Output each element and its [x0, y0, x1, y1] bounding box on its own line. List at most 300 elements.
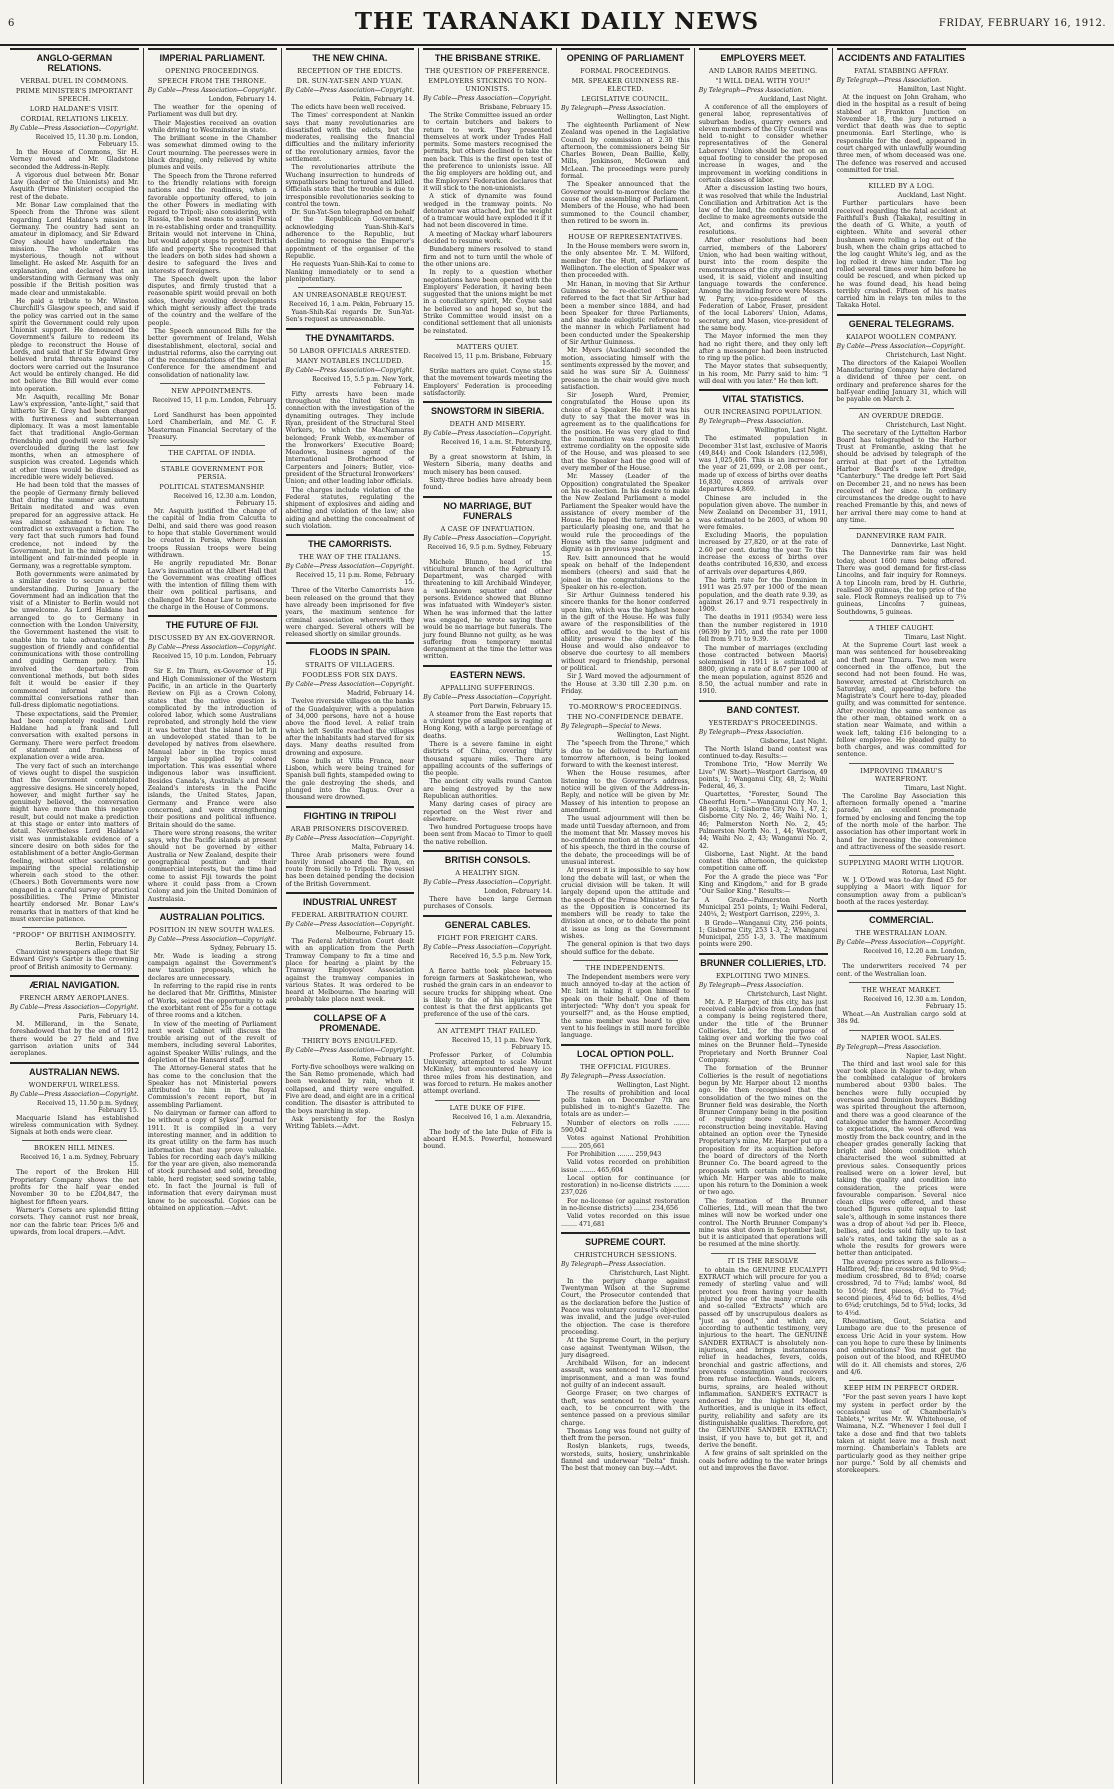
article-byline: By Telegraph—Press Association. — [836, 1043, 942, 1051]
article — [837, 314, 967, 404]
article-subheading: THE WHEAT MARKET. — [861, 985, 942, 994]
article — [286, 1008, 415, 1131]
article-subheading: MANY NOTABLES INCLUDED. — [296, 356, 404, 365]
article-subheading: IT IS THE RESOLVE — [727, 1256, 799, 1265]
article-dateline: Rotorua, Last Night. — [901, 869, 967, 877]
article-paragraph: In the perjury charge against Twentyman Wilson at the Supreme Court, the Prosecutor contended that as the declaration before the Justice of Peace was voluntary counsel's objection was invalid, and the judge over-ruled the objection. The case is therefore proceeding. — [561, 1277, 690, 1336]
article-paragraph: The usual adjournment will then be made until Tuesday afternoon, and from the moment that Mr. Massey moves his no-confidence motion at the conclusion of his speech, the third in the course of the debate, the proceedings will be of unusual interest. — [561, 815, 690, 867]
article-dateline: Wellington, Last Night. — [617, 114, 690, 121]
article — [10, 1140, 139, 1236]
article-subheading: AND LABOR RAIDS MEETING. — [708, 67, 818, 75]
article — [148, 461, 277, 611]
article-dateline: Napier, Last Night. — [906, 1052, 967, 1060]
article-paragraph: Warner's Corsets are splendid fitting corsets. They cannot rust nor break, nor can the fabric tear. Prices 5/6 and upwards, from local drapers.—Advt. — [10, 1206, 139, 1236]
article-paragraph: The Dannevirke ram fair was held today, about 1600 rams being offered. There was good demand for first-class Lincolns, and fair inquiry for Romneys. A top Lincoln ram, bred by H. Guthrie, realised 30 guineas, the top price of the sale. Flock Romneys realised up to 7¼ guineas, Lincolns 7 guineas, Southdowns, 5 guineas. — [836, 550, 967, 616]
article-paragraph: No dairyman or farmer can afford to be without a copy of Sykes' Journal for 1911. It is compiled in a very interesting manner, and in addition to its great utility on the farm has much information that may prove valuable. Tables for recording each day's milking for the year are given, also memoranda of stock purchased and sold, breeding table, herd register, seed sowing table, etc. In fact the Journal is full of information that every dairyman must know to be successful. Copies can be obtained on application.—Advt. — [147, 1110, 277, 1212]
article-subheading: CORDIAL RELATIONS LIKELY. — [20, 115, 129, 123]
article-dateline: Sydney, February 15. — [210, 944, 277, 952]
article-dateline: Melbourne, February 15. — [335, 930, 415, 938]
article-dateline: London, February 14. — [484, 888, 552, 896]
article-dateline: Timaru, Last Night. — [904, 634, 967, 642]
article-byline: By Cable—Press Association—Copyright. — [285, 366, 415, 374]
column — [833, 48, 971, 1784]
article-paragraph: The formation of the Brunner Collieries, Ltd., will mean that the two mines will now be worked under one control. The North Brunner Company's mine was shut down in September last, but it is anticipated that operations will be resumed at the mine shortly. — [698, 1197, 828, 1249]
article-headline: BRITISH CONSOLS. — [423, 850, 552, 867]
article-paragraph: The directors of the Kaiapoi Woollen Manufacturing Company have declared a dividend of three per cent. on ordinary and preference shares for the half-year ending January 31, which will be payable on March 2. — [836, 359, 967, 404]
article-paragraph: Bundaberg miners resolved to stand firm and not to turn until the whole of the other unions are. — [423, 246, 552, 268]
article-dateline: Received 16, 1 a.m. St. Petersburg, February 15. — [441, 439, 552, 454]
section-rule — [435, 1100, 540, 1101]
article-dateline: Wellington, Last Night. — [617, 1081, 690, 1089]
article — [286, 328, 415, 531]
article-paragraph: Mr. Massey (Leader of the Opposition) congratulated the Speaker on his re-election. In his desire to make the New Zealand Parliament a model Parliament the Speaker would have the assistance of every member of the House. He hoped the term would be a particularly pleasing one, and that he would rule the proceedings of the House with the same judgment and dignity as in previous years. — [561, 473, 690, 554]
article-paragraph: After a discussion lasting two hours, it was resolved that while the Industrial Conciliation and Arbitration Act is the law of the land, the conference would decline to make agreements outside the Act, and confirms its previous resolutions. — [698, 185, 828, 237]
article-subheading: OPENING PROCEEDINGS. — [165, 67, 259, 75]
column — [557, 48, 695, 1784]
article-paragraph: A steamer from the East reports that a virulent type of smallpox is raging at Hong Kong, with a large percentage of deaths. — [423, 710, 552, 740]
article — [10, 48, 139, 923]
article — [148, 615, 277, 903]
article-paragraph: Macquarie Island has established wireless communication with Sydney. Signals at both ends were clear. — [10, 1114, 139, 1137]
article-paragraph: Mr. Myers (Auckland) seconded the motion, associating himself with the sentiments expressed by the mover, and said he was sure Sir A. Guinness' presence in the chair would give much satisfaction. — [561, 347, 690, 391]
article-paragraph: There were strong reasons, the writer says, why the Pacific islands at present should not be governed by either Australia or New Zealand, despite their geographical position and their commercial interests, but the time had come to assist Fiji towards the point where it could pass from a Crown Colony and join the United Dominion of Australasia. — [147, 829, 277, 903]
article-subheading: THE WAY OF THE ITALIANS. — [298, 553, 402, 562]
article-subheading: DR. SUN-YAT-SEN AND YUAN. — [296, 77, 404, 85]
section-rule — [849, 763, 955, 764]
article-subheading: SUPPLYING MAORI WITH LIQUOR. — [838, 859, 965, 868]
article-paragraph: M. Millerand, in the Senate, foreshadowed that by the end of 1912 there would be 27 field and five garrison aviation units of 344 aeroplanes. — [10, 1021, 139, 1058]
article-headline: GENERAL CABLES. — [423, 915, 552, 932]
section-rule — [573, 229, 678, 230]
article-headline: THE DYNAMITARDS. — [286, 328, 415, 345]
article-paragraph: The Attorney-General states that he has come to the conclusion that the Speaker has not Ministerial powers attributed to him in the Royal Commission's recent report, but in assembling Parliament. — [147, 1065, 277, 1109]
article — [423, 850, 552, 911]
section-rule — [849, 855, 955, 856]
article-byline: By Cable—Press Association—Copyright. — [423, 430, 552, 438]
article — [837, 1380, 967, 1474]
article-headline: EASTERN NEWS. — [423, 665, 552, 682]
article-paragraph: Further particulars have been received regarding the fatal accident at Faithfull's Bush (Takaka), resulting in the death of G. White, a youth of eighteen. White and several other bushmen were rolling a log out of the bush, when the chain grips attached to the log caught White's leg, and as the log rolled it drew him under. The log rolled several times over him before he could be rescued, and when picked up he was found dead, his head being terribly crushed. Fifteen of his mates carried him in relays ten miles to the Takaka Hotel. — [836, 200, 967, 310]
article-paragraph: After other resolutions had been carried, members of the Laborers' Union, who had been waiting without, burst into the room despite the remonstrances of the city engineer, and used, it is said, violent and insulting language towards the conference. Among the invading force were Messrs. W. Parry, vice-president of the Federation of Labor, Fraser, president of the local Laborers' Union, Adams, secretary, and Mason, vice-president of the same body. — [698, 237, 828, 332]
article-paragraph: The charges include violation of the Federal statutes, regulating the shipment of explosives and aiding and abetting and violation of the law; also aiding and abetting the concealment of such violation. — [285, 486, 415, 531]
article-paragraph: The Caroline Bay Association this afternoon formally opened a "marine parade," an excellent promenade formed by enclosing and fencing the top of the north mole of the harbor. The association has other important work in hand for increasing the convenience and attractiveness of the seaside resort. — [836, 792, 967, 851]
article-paragraph: Trombone Trio, "How Merrily We Live" (W. Short)—Westport Garrison, 49 points, 1; Wanganui City, 48, 2; Waihi Federal, 46, 3. — [698, 761, 828, 791]
article-byline: By Cable—Press Association—Copyright. — [285, 563, 415, 571]
article-headline: FLOODS IN SPAIN. — [286, 642, 415, 659]
page-number: 6 — [8, 18, 15, 29]
article-paragraph: For Prohibition ........ 259,943 — [567, 1150, 662, 1158]
article-paragraph: Sir E. Im Thurn, ex-Governor of Fiji and High Commissioner of the Western Pacific, in an article in the Quarterly Review on Fiji as a Crown Colony, states that the native question is complicated by the introduction of colored labor, which some Australians reprobated, and strongly held the view it was better that the island be left in an undeveloped stated than to be developed by natives from elsewhere. Manual labor in the tropics must largely be supplied by colored importation. This was essential where indigenous labor was insufficient. Besides Canada's, Australia's and New Zealand's interests in the Pacific islands, the United States, Japan, Germany and France were also concerned, and were strengthening their positions and political influence. Britain should do the same. — [147, 668, 277, 829]
article-paragraph: At present it is impossible to say how long the debate will last, or when the crucial division will be taken. It will largely depend upon the attitude and the speech of the Prime Minister. So far as the Opposition is concerned its members will be ready to take the division at once, or to debate the point at issue as long as the Government wishes. — [561, 867, 690, 940]
article-subheading: FOODLESS FOR SIX DAYS. — [302, 671, 398, 680]
article — [423, 1100, 552, 1151]
article-subheading: DISCUSSED BY AN EX-GOVERNOR. — [148, 634, 276, 643]
article-paragraph: Number of electors on rolls ........ 590,042 — [561, 1119, 690, 1135]
article — [699, 48, 828, 385]
article-subheading: FATAL STABBING AFFRAY. — [854, 67, 949, 75]
article-byline: By Telegraph—Press Association. — [698, 728, 804, 736]
article-headline: COLLAPSE OF A PROMENADE. — [286, 1008, 415, 1035]
article-headline: BAND CONTEST. — [699, 700, 828, 717]
article-paragraph: Many daring cases of piracy are reported on the West river and elsewhere. — [423, 801, 552, 823]
article-paragraph: The brilliant scene in the Chamber was somewhat dimmed owing to the Court mourning. The peeresses were in black draping, only relieved by white plumes and veils. — [147, 135, 277, 172]
article-paragraph: The report of the Broken Hill Proprietary Company shows the net profits for the half year ended November 30 to be £204,847, the highest for fifteen years. — [10, 1169, 139, 1206]
article — [699, 700, 828, 949]
article-subheading: DANNEVIRKE RAM FAIR. — [856, 532, 947, 541]
article — [837, 528, 967, 616]
article-paragraph: The Independent members were very much annoyed to-day at the action of Mr. Isitt in taking it upon himself to speak on their behalf. One of them interjected: "Why don't you speak for yourself?" and, as the House emptied, the same member was heard to give vent to his feelings in still more forcible language. — [561, 973, 690, 1040]
article-subheading: NEW APPOINTMENTS. — [171, 386, 253, 395]
article-dateline: Received 16, 1 a.m. Alexandria, February 15. — [452, 1113, 552, 1128]
article-byline: By Cable—Press Association—Copyright. — [423, 879, 552, 887]
article-paragraph: Michele Blunno, head of the viticultural branch of the Agricultural Department, was charged with threatening to kill Archibald Windeyer, a well-known squatter and other persons. Evidence showed that Blunno was infatuated with Windeyer's sister. When he was informed that the latter was engaged, he wrote saying there would be no marriage but funerals. The jury found Blunno not guilty, as he was suffering from temporary mental derangement at the time the letter was written. — [423, 558, 552, 661]
article-subheading: STRAITS OF VILLAGERS. — [305, 661, 395, 670]
article-paragraph: The ancient city walls round Canton are being destroyed by the new Republican authorities. — [423, 778, 552, 800]
section-rule — [849, 982, 955, 983]
section-rule — [849, 1380, 955, 1381]
article-paragraph: For the A grade the piece was "For King and Kingdom," and for B grade "Our Sailor King." Results:— — [698, 873, 828, 896]
article-paragraph: Local option for continuance (or restoration) in no-license districts ........ 237,026 — [561, 1174, 690, 1197]
article-dateline: Received 16, 5.5 p.m. New York, February 15. — [449, 952, 552, 967]
article-paragraph: The general opinion is that two days should suffice for the debate. — [561, 941, 690, 956]
article — [423, 339, 552, 397]
article-dateline: Hamilton, Last Night. — [897, 86, 967, 93]
article-subheading: POLITICAL STATESMANSHIP. — [159, 483, 265, 492]
article-subheading: THE INDEPENDENTS. — [585, 963, 666, 972]
article — [837, 763, 967, 851]
section-rule — [849, 528, 955, 529]
article-byline: By Cable—Press Association—Copyright. — [147, 87, 277, 94]
article — [286, 287, 415, 324]
article-subheading: DEATH AND MISERY. — [449, 420, 526, 429]
article-byline: By Cable—Press Association—Copyright. — [285, 87, 415, 94]
article-paragraph: In the House members were sworn in, the only absentee Mr. T. M. Wilford, member for the Hutt, and Mayor of Wellington. The election of Speaker was then proceeded with. — [561, 243, 690, 280]
article — [148, 383, 277, 441]
column — [695, 48, 833, 1784]
article-headline: SUPREME COURT. — [561, 1232, 690, 1249]
article-subheading: IMPROVING TIMARU'S WATERFRONT. — [860, 766, 943, 783]
article-headline: THE FUTURE OF FIJI. — [148, 615, 277, 632]
article — [10, 1062, 139, 1137]
article-dateline: Berlin, February 14. — [75, 941, 139, 949]
article-subheading: "PROOF" OF BRITISH ANIMOSITY. — [12, 931, 137, 940]
article-dateline: Received 16, 1 a.m. Sydney, February 15. — [20, 1154, 139, 1169]
article-paragraph: The Strike Committee issued an order to certain butchers and bakers to return to work. They presented themselves at work under Trades Hall permits. Some masters recognised the permits, but others declined to take the men back. This is the first open test of the preference to unionists issue. All the big employers are holding out, and the Employers' Federation declares that it will stick to the non-unionists. — [423, 112, 552, 192]
article-headline: AUSTRALIAN POLITICS. — [148, 907, 277, 924]
article-paragraph: Fifty arrests have been made throughout the United States in connection with the investigation of the dynamiting outrages. They include Ryan, president of the Structural Steel Workers, to which the MacNamaras belonged; Frank Webb, ex-member of the Ironworkers' Executive Board; Meadows, business agent of the International Brotherhood of Carpenters and Joiners; Butler, vice-president of the Structural Ironworkers' Union; and other leading labor officials. — [285, 390, 415, 486]
article-paragraph: In view of the meeting of Parliament next week Cabinet will discuss the trouble arising out of the revolt of members, including several Laborites, against Speaker Willis' rulings, and the depletion of the Hansard staff. — [147, 1020, 277, 1064]
article — [286, 892, 415, 1004]
article-headline: AUSTRALIAN NEWS. — [10, 1062, 139, 1079]
article-paragraph: The underwriters received 74 per cent. of the Westralian loan. — [836, 963, 967, 978]
article-subheading: THIRTY BOYS ENGULFED. — [302, 1036, 398, 1045]
article-subheading: TO-MORROW'S PROCEEDINGS. — [568, 703, 682, 712]
article-subheading: FORMAL PROCEEDINGS. — [580, 67, 671, 75]
article-paragraph: The revolutionaries attribute the Wuchang insurrection to hundreds of sympathisers being tortured and killed. Officials state that the trouble is due to irresponsible revolutionaries seeking to control the town. — [285, 164, 415, 208]
article-dateline: Christchurch, Last Night. — [885, 351, 967, 359]
article-headline: NO MARRIAGE, BUT FUNERALS — [423, 496, 552, 523]
article-subheading: FRENCH ARMY AEROPLANES. — [19, 994, 130, 1003]
article — [561, 699, 690, 956]
column — [6, 48, 144, 1784]
section-rule — [160, 445, 265, 446]
article-byline: By Cable—Press Association—Copyright. — [147, 644, 277, 652]
article — [561, 229, 690, 695]
article-subheading: PRIME MINISTER'S IMPORTANT SPEECH. — [15, 87, 133, 103]
article-subheading: FIGHT FOR FREIGHT CARS. — [437, 933, 538, 942]
article-byline: By Cable—Press Association—Copyright. — [836, 342, 966, 350]
article-subheading: KILLED BY A LOG. — [868, 182, 935, 191]
article-subheading: THE CAPITAL OF INDIA. — [168, 449, 256, 458]
article-dateline: Received 15, 11.50 p.m. Sydney, February 15. — [37, 1099, 139, 1114]
article-paragraph: Votes against National Prohibition ........ 205,661 — [561, 1135, 690, 1150]
article — [561, 960, 690, 1040]
article-paragraph: Yuan-Shih-Kai regards Dr. Sun-Yat-Sen's request as unreasonable. — [285, 309, 415, 324]
article-paragraph: Two hundred Portuguese troops have been sent from Macao to Timor to quell the native rebellion. — [423, 824, 552, 846]
article-subheading: ARAB PRISONERS DISCOVERED. — [290, 824, 410, 833]
article-dateline: Port Darwin, February 15. — [469, 702, 552, 710]
article-paragraph: The Mayor states that subsequently, in his room, Mr. Parry said to him: "I will deal with you later." He then left. — [698, 363, 828, 385]
article-subheading: A CASE OF INFATUATION. — [440, 524, 535, 533]
article — [837, 620, 967, 759]
article-byline: By Cable—Press Association—Copyright. — [147, 935, 277, 943]
article-subheading: LATE DUKE OF FIFE. — [449, 1103, 526, 1112]
article-dateline: Auckland, Last Night. — [759, 96, 828, 103]
newspaper-title: THE TARANAKI DAILY NEWS — [354, 8, 760, 35]
article-subheading: POSITION IN NEW SOUTH WALES. — [149, 925, 275, 934]
article — [699, 1253, 828, 1472]
article-paragraph: These expectations, said the Premier, had been completely realised. Lord Haldane had a frank and full conversation with exalted persons in Germany. There were perfect freedom of statement and frankness of explanation over a wide area. — [10, 710, 139, 762]
article-paragraph: The very fact of such an interchange of views ought to dispel the suspicion that the Government contemplated aggressive designs. He sincerely hoped, however, and might further say he genuinely believed, the conversation might have more than this negative result, but could not make a prediction at this stage or enter into matters of detail. Nevertheless Lord Haldane's visit was unmistakable evidence of a sincere desire on both sides for the establishment of a better Anglo-German feeling, without either sacrificing or impairing the special relationship wherein each stood to the other. (Cheers.) Both Governments were now engaged in a careful survey of practical possibilities. The Prime Minister heartily endorsed Mr. Bonar Law's remarks that in matters of that kind he must exercise patience. — [10, 762, 139, 923]
article-paragraph: At the Supreme Court last week a man was sentenced for housebreaking and theft near Timaru. Two men were concerned in the offence, but the second had not been found. He was, however, arrested at Christchurch on Saturday, and, appearing before the Magistrate's Court here to-day, pleaded guilty, and was committed for sentence. After receiving the same sentence as the other man, obtained work on a station near Waimate, and within a week left, taking £16 belonging to a fellow employee. He pleaded guilty to both charges, and was committed for sentence. — [836, 642, 967, 759]
article-subheading: KEEP HIM IN PERFECT ORDER. — [843, 1384, 959, 1393]
article — [423, 665, 552, 846]
article-paragraph: The Speech dwelt upon the labor disputes, and firmly trusted that a reasonable spirit would prevail on both sides, thereby avoiding developments which might seriously affect the trade of the country and the welfare of the people. — [147, 275, 277, 327]
article-headline: GENERAL TELEGRAMS. — [837, 314, 967, 331]
article-paragraph: Three of the Viterbo Camorrists have been released on the ground that they have already been imprisoned for five years, the maximum sentence for criminal association wherewith they were charged. Several others will be released shortly on similar grounds. — [285, 587, 415, 639]
article-paragraph: At the Supreme Court, in the perjury case against Twentyman Wilson, the jury disagreed. — [561, 1337, 690, 1359]
article-paragraph: By a great snowstorm at Ishim, in Western Siberia, many deaths and much misery has been caused. — [423, 454, 552, 476]
article — [561, 48, 690, 225]
article-byline: By Cable—Press Association—Copyright. — [423, 943, 552, 951]
article-paragraph: Their Majesties received an ovation while driving to Westminster in state. — [147, 119, 277, 134]
article — [837, 408, 967, 525]
article — [561, 1232, 690, 1473]
article-paragraph: B Grade—Wanganui City, 256 points, 1; Gisborne City, 253 1-3, 2; Whangarei Municipal, 255 1-3, 3. The maximum points were 290. — [698, 919, 828, 949]
article-paragraph: He angrily repudiated Mr. Bonar Law's insinuation at the Albert Hall that the Government was creating offices with the intention of filling them with their own political partisans, and challenged Mr. Bonar Law to prosecute the charge in the House of Commons. — [147, 560, 277, 612]
article-paragraph: Three Arab prisoners were found heavily ironed aboard the Ryan, en route from Sicily to Tripoli. The vessel has been detained pending the decision of the British Government. — [285, 851, 415, 888]
article — [10, 927, 139, 971]
article-subheading: NAPIER WOOL SALES. — [860, 1033, 942, 1042]
article-byline: By Telegraph—Press Association. — [561, 105, 666, 112]
article-paragraph: He paid a tribute to Mr. Winston Churchill's Glasgow speech, and said if the policy was carried out in the same spirit the Government could rely upon Unionist support. He denounced the Government's failure to redeem its pledge to reconstruct the House of Lords, and said that if Sir Edward Grey believed brutal threats against the doctors were carried out the Insurance Act would be entirely changed. He did not believe the Bill would ever come into operation. — [10, 297, 139, 393]
article-subheading: EMPLOYERS STICKING TO NON-UNIONISTS. — [428, 77, 547, 93]
article-paragraph: A few grains of salt sprinkled on the coals before adding to the water brings out and improves the flavor. — [698, 1450, 828, 1472]
article-subheading: THE NO-CONFIDENCE DEBATE. — [567, 713, 684, 722]
article — [837, 48, 967, 174]
article-subheading: HOUSE OF REPRESENTATIVES. — [568, 233, 683, 242]
article-paragraph: A Grade—Palmerston North Municipal 251 points, 1; Waihi Federal, 240¼, 2; Westport Garrison, 229½, 3. — [698, 896, 828, 919]
section-rule — [22, 1140, 127, 1141]
article-paragraph: He requests Yuan-Shih-Kai to come to Nanking immediately or to send a plenipotentiary. — [285, 261, 415, 283]
article — [837, 1030, 967, 1377]
article-dateline: Pekin, February 14. — [352, 96, 415, 103]
article-subheading: VERBAL DUEL IN COMMONS. — [20, 77, 129, 85]
article-dateline: Received 15, 11 p.m. Rome, February 15. — [295, 572, 415, 587]
column — [419, 48, 557, 1784]
article-paragraph: He had been told that the masses of the people of Germany firmly believed that during the summer and autumn Britain meditated and was even prepared for an aggressive attack. He was almost ashamed to have to contradict so extravagant a fiction. The very fact that such rumors had found credence, not indeed by the Government, but in the minds of many intelligent and fair-minded people in Germany, was a regrettable symptom. — [10, 482, 139, 570]
section-rule — [849, 620, 955, 621]
article-byline: By Cable—Press Association—Copyright. — [10, 1004, 139, 1012]
article-headline: IMPERIAL PARLIAMENT. — [148, 48, 277, 65]
article — [148, 907, 277, 1212]
article-paragraph: For no-license (or against restoration in no-license districts) ........ 234,656 — [561, 1197, 690, 1212]
section-rule — [849, 178, 955, 179]
article-byline: By Telegraph—Press Association. — [698, 87, 804, 94]
article-subheading: A THIEF CAUGHT. — [868, 624, 934, 633]
article — [837, 910, 967, 978]
article-paragraph: Mr. Wade is leading a strong campaign against the Government's new taxation proposals, which he declares are unnecessary. — [147, 952, 277, 982]
column — [144, 48, 282, 1784]
article-dateline: Received 15, 5.5 p.m. New York, February 14. — [312, 375, 415, 390]
article-byline: By Cable—Press Association—Copyright. — [285, 681, 415, 689]
article-paragraph: The average prices were as follows:—Halfbred, 9d; fine crossbred, 9d to 9¾d; medium crossbred, 8d to 8¾d; coarse crossbred, 7d to 7¾d; lambs' wool, 8d to 10½d; first pieces, 6½d to 7¾d; second pieces, 4¾d to 6d; bellies, 4½d to 6¾d; crutchings, 5d to 5¾d; locks, 3d to 4½d. — [836, 1258, 967, 1317]
article-dateline: Paris, February 14. — [78, 1013, 139, 1021]
article-paragraph: The results of prohibition and local polls taken on December 7th are published in to-night's Gazette. The totals are as under:— — [561, 1089, 690, 1119]
section-rule — [160, 383, 265, 384]
article-paragraph: The eighteenth Parliament of New Zealand was opened in the Legislative Council by commission at 2.30 this afternoon, the commissioners being Sir Charles Bowen, Dean Baillie, Kelly, Mills, Jenkinson, McGowan and McLean. The proceedings were purely formal. — [561, 122, 690, 181]
article-subheading: MATTERS QUIET. — [456, 342, 519, 351]
article-subheading: KAIAPOI WOOLLEN COMPANY. — [845, 332, 957, 341]
article-paragraph: The deaths in 1911 (9534) were less than the number registered in 1910 (9639) by 105, and the rate per 1000 fell from 9.71 to 9.39. — [698, 614, 828, 644]
article-paragraph: The estimated population in December 31st last, exclusive of Maoris (49,844) and Cook Islanders (12,598), was 1,025,406. This is an increase for the year of 21,699, or 2.08 per cent., made up of excess of births over deaths 16,830, excess of arrivals over departures 4,869. — [698, 435, 828, 494]
article-dateline: Received 15, 11 p.m. Brisbane, February 15. — [423, 352, 552, 367]
article-dateline: Dannevirke, Last Night. — [890, 542, 967, 550]
article — [286, 642, 415, 801]
article-dateline: Christchurch, Last Night. — [609, 1269, 690, 1277]
article-dateline: Malta, February 14. — [351, 843, 415, 851]
article-paragraph: Wheat.—An Australian cargo sold at 38s 9d. — [836, 1010, 967, 1026]
article-paragraph: The weather for the opening of Parliament was dull but dry. — [147, 104, 277, 119]
article — [423, 48, 552, 335]
article-dateline: Received 15, 11 p.m. London, February 15. — [152, 396, 277, 411]
article-paragraph: There have been large German purchases of Consols. — [423, 896, 552, 911]
article-dateline: Auckland, Last Night. — [897, 192, 967, 200]
article-paragraph: Valid votes recorded on prohibition issue ........ 465,604 — [561, 1159, 690, 1174]
article-dateline: Christchurch, Last Night. — [885, 421, 967, 429]
article-subheading: 50 LABOR OFFICIALS ARRESTED. — [288, 346, 411, 355]
article-paragraph: Mr. Asquith, recalling Mr. Bonar Law's expression, "ante-light," said that hitherto Sir E. Grey had been charged with furtiveness and subterranean diplomacy. It was a most lamentable fact that traditional Anglo-German friendship and goodwill were seriously overclouded during the last few months, when an atmosphere of suspicion was created. Legends which at other times would be dismissed as incredible were widely believed. — [10, 393, 139, 482]
article-headline: THE NEW CHINA. — [286, 48, 415, 65]
article-subheading: APPALLING SUFFERINGS. — [440, 683, 535, 692]
article-headline: LOCAL OPTION POLL. — [561, 1044, 690, 1061]
article-headline: ACCIDENTS AND FATALITIES — [837, 48, 967, 65]
article — [286, 534, 415, 638]
article-paragraph: Mr. Bonar Law complained that the Speech from the Throne was silent regarding Lord Haldane's mission to Germany. The country had sent an amateur in diplomacy, and Sir Edward Grey should have undertaken the mission. The whole affair was mysterious, though not without limelight. He asked Mr. Asquith for an explanation, and declared that an understanding with Germany was only possible if the British position was made clear and unmistakable. — [10, 202, 139, 297]
article — [561, 1044, 690, 1228]
article — [148, 48, 277, 379]
section-rule — [160, 461, 265, 462]
article-subheading: A HEALTHY SIGN. — [455, 869, 520, 878]
article-paragraph: to obtain the GENUINE EUCALYPTI EXTRACT which will procure for you a remedy of sterling value and will protect you from having your health injured by one of the many crude oils and so-called "Extracts" which are passed off by unscrupulous dealers as "just as good," and which are, according to authentic testimony, very injurious to the heart. The GENUINE SANDER EXTRACT is absolutely non-injurious, and brings instantaneous relief in headaches, fevers, colds, bronchial and gastric affections, and prevents consumption and recovers from refuse infection. Wounds, ulcers, burns, sprains, are healed without inflammation. SANDER'S EXTRACT is endorsed by the highest Medical Authorities, and is unique in its effect, purity, reliability and safety are its distinguishable qualities. Therefore, get the GENUINE SANDER EXTRACT; insist, if you have to, but get it, and derive the benefit. — [698, 1266, 828, 1449]
article-paragraph: The North Island band contest was continued to-day. Results:— — [698, 745, 828, 760]
article — [837, 982, 967, 1026]
article-headline: OPENING OF PARLIAMENT — [561, 48, 690, 65]
article-paragraph: Sir J. Ward moved the adjournment of the House at 3.30 till 2.30 p.m. on Friday. — [561, 673, 690, 695]
section-rule — [573, 960, 678, 961]
article — [423, 401, 552, 491]
issue-date: FRIDAY, FEBRUARY 16, 1912. — [938, 18, 1106, 29]
article-headline: BRUNNER COLLIERIES, LTD. — [699, 953, 828, 970]
article-paragraph: Roslyn blankets, rugs, tweeds, worsteds, suits, hosiery, unshrinkable flannel and underwear "Delta" finish. The best that money can buy.—Advt. — [561, 1443, 690, 1473]
article-paragraph: A stick of dynamite was found wedged in the tramway points. No detonator was attached, but the weight of a tramcar would have exploded it if it had not been discovered in time. — [423, 193, 552, 230]
article-paragraph: There is a severe famine in eight districts of China, covering thirty thousand square miles. There are appalling accounts of the sufferings of the people. — [423, 740, 552, 778]
article-paragraph: George Fraser, on two charges of theft, was sentenced to three years each, to be concurrent with the sentence passed on a previous similar charge. — [561, 1390, 690, 1427]
article-paragraph: A vigorous duel between Mr. Bonar Law (leader of the Unionists) and Mr. Asquith (Prime Minister) occupied the rest of the debate. — [10, 171, 139, 201]
article-byline: By Cable—Press Association—Copyright. — [10, 125, 139, 132]
article-paragraph: Twelve riverside villages on the banks of the Guadalquiver, with a population of 34,000 persons, have not a house above the flood level. A relief train which left Seville reached the villages after the inhabitants had starved for six days. Many deaths resulted from drowning and exposure. — [285, 698, 415, 757]
article-paragraph: Gisborne, Last Night. At the band contest this afternoon, the quickstep competition came off. — [698, 850, 828, 873]
article-subheading: OUR INCREASING POPULATION. — [704, 408, 823, 417]
article-dateline: Received 16, 12.30 a.m. London, February 15. — [863, 995, 967, 1010]
article-dateline: Received 16, 12.30 a.m. London, February 15. — [173, 493, 277, 508]
article-paragraph: The body of the late Duke of Fife is aboard H.M.S. Powerful, homeward bound. — [423, 1128, 552, 1151]
article-headline: COMMERCIAL. — [837, 910, 967, 927]
article-paragraph: Dr. Sun-Yat-Sen telegraphed on behalf of the Republican Government, acknowledging Yuan-Shih-Kai's adherence to the Republic, but declining to recognise the Emperor's appointment of the organiser of the Republic. — [285, 209, 415, 260]
article-subheading: AN ATTEMPT THAT FAILED. — [437, 1026, 538, 1035]
article-paragraph: Sir Arthur Guinness tendered his sincere thanks for the honor conferred upon him, which was the highest honor in the gift of the House. He was fully aware of the responsibilities of the office, and would to the best of his ability preserve the dignity of the House and would also endeavor to observe due courtesy to all members without regard to friendship, personal or political. — [561, 592, 690, 673]
article — [837, 178, 967, 309]
article-byline: By Telegraph—Press Association. — [561, 1072, 666, 1080]
article-paragraph: In reply to a question whether negotiations have been opened with the Employers' Federation, it having been suggested that the unions might be met in a conciliatory spirit, Mr. Coyne said he believed so and hoped so, but the Strike Committee would insist on a conditional settlement that all unionists be reinstated. — [423, 269, 552, 335]
section-rule — [298, 287, 403, 288]
article-byline: By Cable—Press Association—Copyright. — [423, 95, 552, 102]
article-paragraph: Forty-five schoolboys were walking on the San Remo promenade, which had been weakened by rain, when it collapsed, and thirty were engulfed. Five are dead, and eight are in a critical condition. The disaster is attributed to the boys marching in step. — [285, 1063, 415, 1115]
article — [699, 389, 828, 695]
article-paragraph: The Times' correspondent at Nankin says that many revolutionaries are dissatisfied with the edicts, but the moderates, realising the financial difficulties and the military inferiority of the revolutionary armies, favor the settlement. — [285, 112, 415, 164]
column — [282, 48, 420, 1784]
article-dateline: Timaru, Last Night. — [904, 784, 967, 792]
article-dateline: Received 16, 1 a.m. Pekin, February 15. — [288, 301, 415, 309]
article-paragraph: Both governments were animated by a similar desire to secure a better understanding. During January the Government had an indication that the visit of a Minister to Berlin would not be unwelcome. As Lord Haldane had arranged to go to Germany in connection with the London University, the Government hastened the visit to enable him to take advantage of the suggestion of friendly and confidential communications with those controlling and guiding German policy. This involved the departure from conventional methods, but both sides felt it would be easier if they commenced informal and non-committal conversations rather than full-dress diplomatic negotiations. — [10, 570, 139, 710]
article-headline: THE CAMORRISTS. — [286, 534, 415, 551]
masthead — [0, 0, 1114, 46]
article — [837, 855, 967, 906]
section-rule — [435, 339, 540, 340]
article-subheading: WONDERFUL WIRELESS. — [28, 1080, 121, 1089]
article-paragraph: Professor Parker, of Columbia University, attempted to scale Mount McKinley, but encountered heavy ice three miles from his destination, and was forced to return. He makes another attempt overland. — [423, 1051, 552, 1096]
article-dateline: Wellington, Last Night. — [754, 427, 828, 435]
article-paragraph: A meeting of Mackay wharf labourers decided to resume work. — [423, 230, 552, 246]
article-dateline: Gisborne, Last Night. — [759, 737, 828, 745]
article-paragraph: Rev. Isitt announced that he would speak on behalf of the Independent members (cheers) and said that he joined in the congratulations to the Speaker on his re-election. — [561, 554, 690, 591]
article-paragraph: W. J. O'Dowd was to-day fined £5 for supplying a Maori with liquor for consumption away from a publican's booth at the races yesterday. — [836, 877, 967, 907]
article-subheading: MR. SPEAKER GUINNESS RE-ELECTED. — [571, 77, 680, 93]
article-headline: VITAL STATISTICS. — [699, 389, 828, 406]
article-paragraph: Rheumatism, Gout, Sciatica and Lumbago are due to the presence of excess Uric Acid in your system. How can you hope to cure these by liniments and embrocations? You must get the poison out of the blood, and RHEUMO will do it. All chemists and stores, 2/6 and 4/6. — [836, 1317, 967, 1376]
article-subheading: SPEECH FROM THE THRONE. — [157, 77, 267, 85]
article-paragraph: The "speech from the Throne," which is due to be delivered to Parliament tomorrow afternoon, is being looked forward to with the keenest interest. — [561, 740, 690, 770]
article-headline: SNOWSTORM IN SIBERIA. — [423, 401, 552, 418]
article-byline: By Cable—Press Association—Copyright. — [285, 1046, 415, 1054]
article-dateline: London, February 14. — [208, 96, 277, 103]
article-byline: By Telegraph—Press Association. — [836, 77, 942, 84]
article-byline: By Cable—Press Association—Copyright. — [285, 834, 415, 842]
article-byline: By Telegraph—Press Association. — [698, 981, 804, 989]
article-paragraph: The Mayor informed the men they had no right there, and they only left after a messenger had been instructed to ring up the police. — [698, 333, 828, 363]
article-paragraph: Sir Joseph Ward, Premier, congratulated the House upon its choice of a Speaker. He felt it was his duty to say that the mover was in agreement as to the qualifications for the position. He was very glad to find the nomination was received with extreme cordiality on the opposite side of the House, and was pleased to see that the Speaker had the good will of every member of the House. — [561, 392, 690, 473]
article-paragraph: In the House of Commons, Sir H. Verney moved and Mr. Gladstone seconded the Address-in-Reply. — [10, 149, 139, 171]
